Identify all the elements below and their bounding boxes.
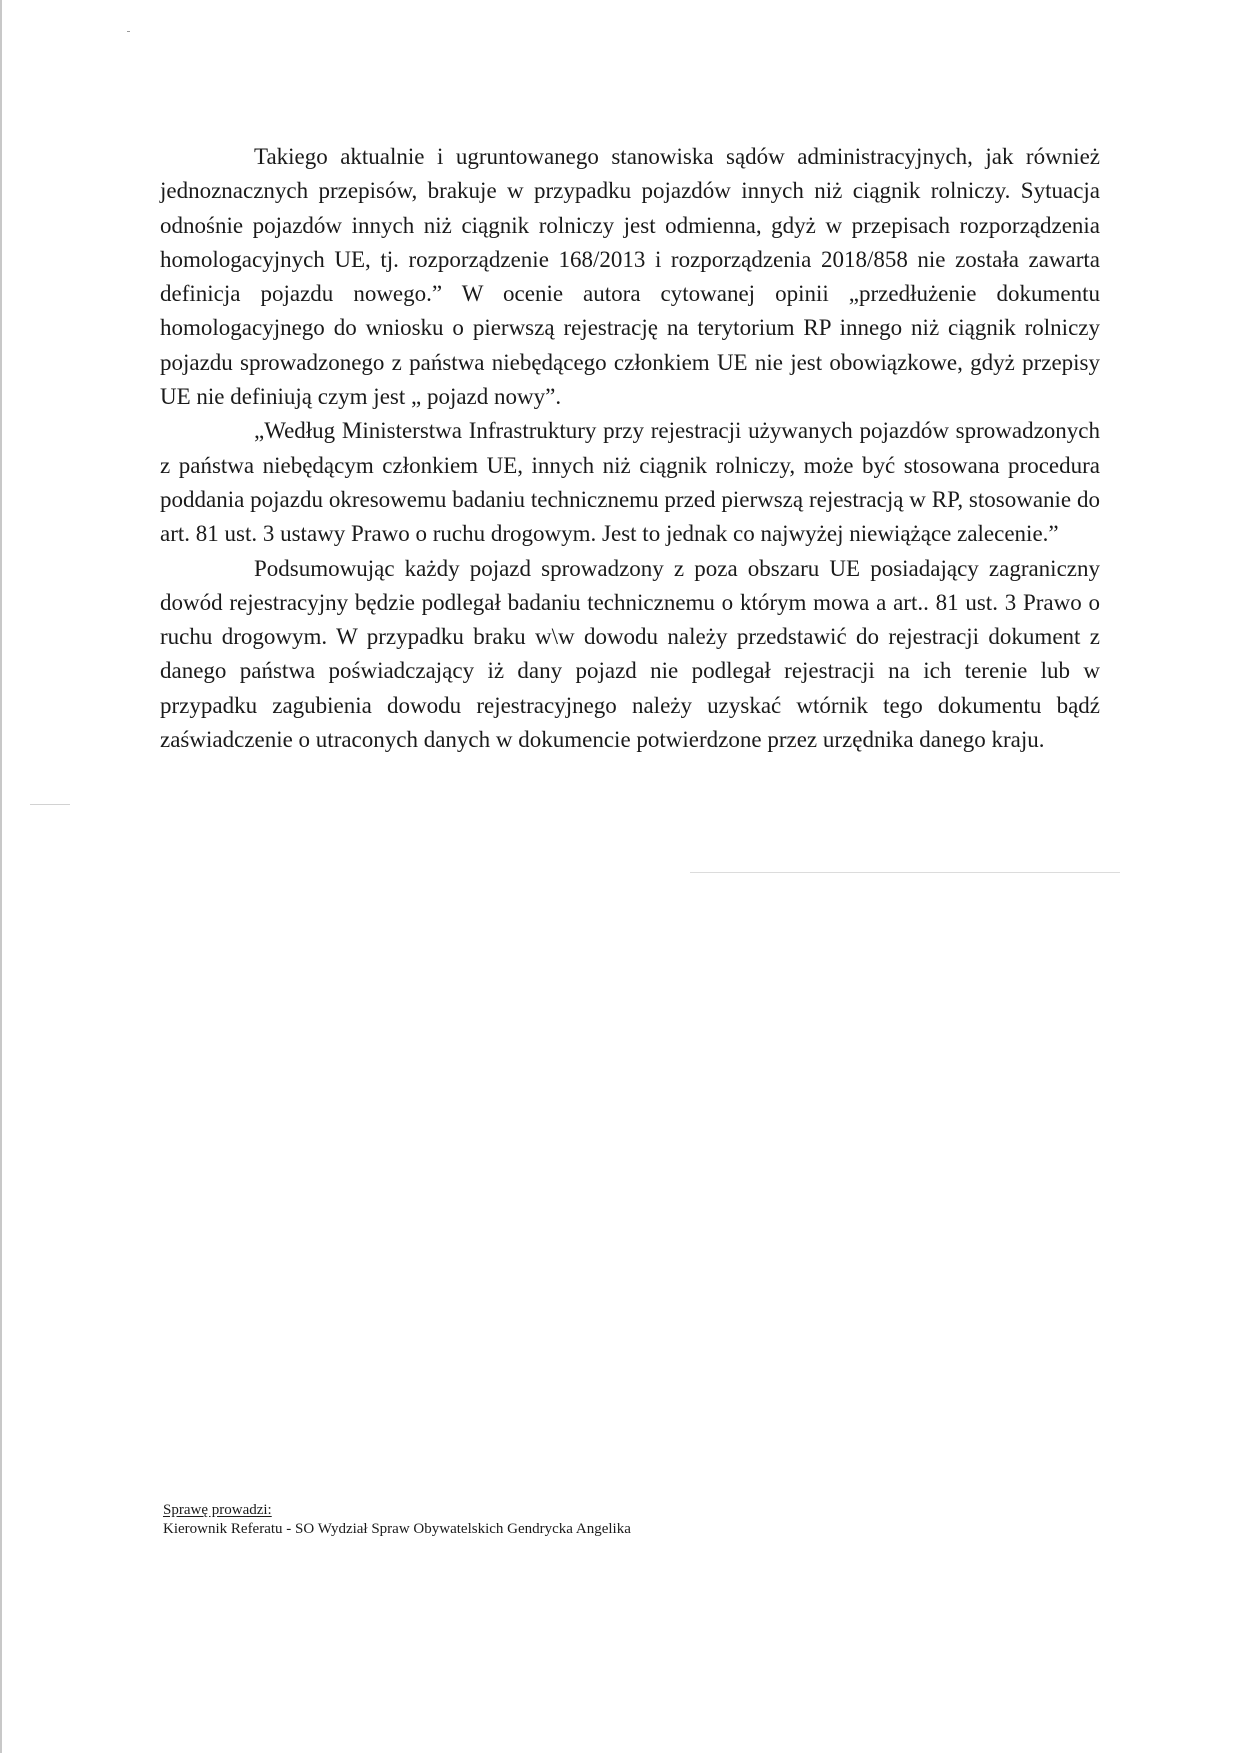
case-handler-label: Sprawę prowadzi: — [163, 1502, 272, 1518]
paragraph-1: Takiego aktualnie i ugruntowanego stanowiska sądów administracyjnych, jak również jednoznacznych przepisów, brakuje w przypadku pojazdów innych niż ciągnik rolniczy. Sytuacja odnośnie pojazdów innych niż ciągnik rolniczy jest odmienna, gdyż w przepisach rozporządzenia homologacyjnych UE, tj. rozporządzenie 168/2013 i rozporządzenia 2018/858 nie została zawarta definicja pojazdu nowego.” W ocenie autora cytowanej opinii „przedłużenie dokumentu homologacyjnego do wniosku o pierwszą rejestrację na terytorium RP innego niż ciągnik rolniczy pojazdu sprowadzonego z państwa niebędącego członkiem UE nie jest obowiązkowe, gdyż przepisy UE nie definiują czym jest „ pojazd nowy”. — [160, 144, 1100, 410]
scan-artifact — [690, 872, 1120, 873]
case-handler-footer — [163, 1501, 631, 1539]
scan-page-edge — [0, 0, 2, 1753]
scan-artifact — [30, 804, 70, 805]
document-body — [160, 140, 1100, 757]
case-handler-name: Kierownik Referatu - SO Wydział Spraw Obywatelskich Gendrycka Angelika — [163, 1521, 631, 1537]
scan-artifact — [127, 31, 130, 32]
paragraph-3: Podsumowując każdy pojazd sprowadzony z poza obszaru UE posiadający zagraniczny dowód rejestracyjny będzie podlegał badaniu technicznemu o którym mowa a art.. 81 ust. 3 Prawo o ruchu drogowym. W przypadku braku w\w dowodu należy przedstawić do rejestracji dokument z danego państwa poświadczający iż dany pojazd nie podlegał rejestracji na ich terenie lub w przypadku zagubienia dowodu rejestracyjnego należy uzyskać wtórnik tego dokumentu bądź zaświadczenie o utraconych danych w dokumencie potwierdzone przez urzędnika danego kraju. — [160, 555, 1100, 753]
paragraph-2: „Według Ministerstwa Infrastruktury przy rejestracji używanych pojazdów sprowadzonych z państwa niebędącym członkiem UE, innych niż ciągnik rolniczy, może być stosowana procedura poddania pojazdu okresowemu badaniu technicznemu przed pierwszą rejestracją w RP, stosowanie do art. 81 ust. 3 ustawy Prawo o ruchu drogowym. Jest to jednak co najwyżej niewiążące zalecenie.” — [160, 418, 1100, 547]
